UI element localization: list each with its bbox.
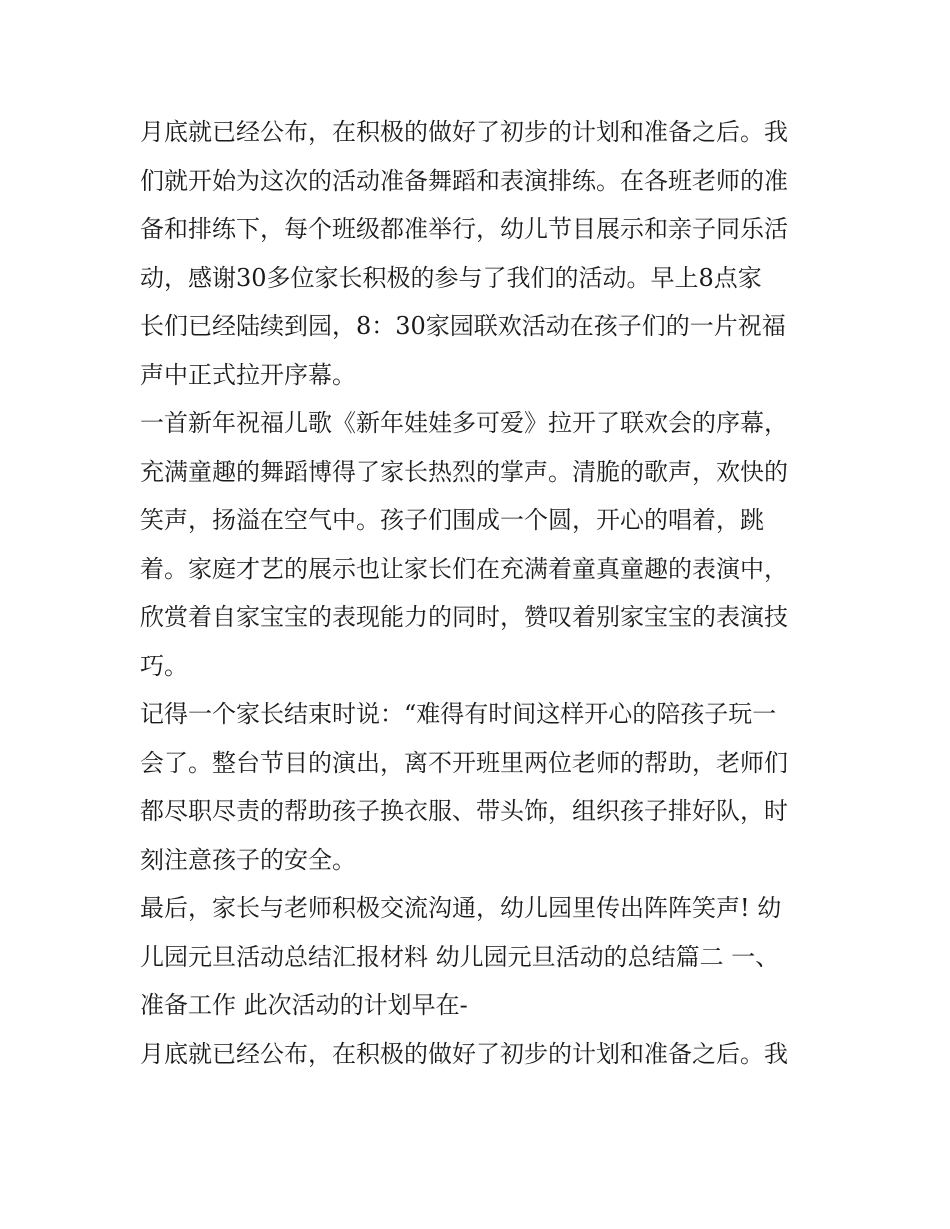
text-line: 准备工作 此次活动的计划早在- [140, 991, 468, 1019]
text-line: 记得一个家长结束时说：“难得有时间这样开心的陪孩子玩一 [140, 700, 777, 728]
text-line: 刻注意孩子的安全。 [140, 845, 356, 874]
text-line: 一首新年祝福儿歌《新年娃娃多可爱》拉开了联欢会的序幕， [140, 409, 788, 437]
text-line: 儿园元旦活动总结汇报材料 幼儿园元旦活动的总结篇二 一、 [140, 942, 780, 971]
text-line: 都尽职尽责的帮助孩子换衣服、带头饰，组织孩子排好队，时 [140, 797, 788, 825]
text-line: 长们已经陆续到园，8：30家园联欢活动在孩子们的一片祝福 [140, 312, 786, 340]
text-line: 动，感谢30多位家长积极的参与了我们的活动。早上8点家 [140, 263, 762, 292]
text-line: 欣赏着自家宝宝的表现能力的同时，赞叹着别家宝宝的表演技 [140, 603, 788, 631]
text-line: 最后，家长与老师积极交流沟通，幼儿园里传出阵阵笑声! 幼 [140, 894, 782, 922]
text-line: 声中正式拉开序幕。 [140, 360, 356, 389]
text-line: 充满童趣的舞蹈博得了家长热烈的掌声。清脆的歌声，欢快的 [140, 457, 788, 486]
text-line: 巧。 [140, 651, 188, 680]
text-line: 备和排练下，每个班级都准举行，幼儿节目展示和亲子同乐活 [140, 215, 788, 243]
document-body [140, 108, 815, 1078]
text-line: 月底就已经公布，在积极的做好了初步的计划和准备之后。我 [140, 1039, 788, 1068]
text-line: 们就开始为这次的活动准备舞蹈和表演排练。在各班老师的准 [140, 166, 788, 195]
text-line: 着。家庭才艺的展示也让家长们在充满着童真童趣的表演中， [140, 554, 788, 583]
text-line: 会了。整台节目的演出，离不开班里两位老师的帮助，老师们 [140, 748, 788, 777]
text-line: 月底就已经公布，在积极的做好了初步的计划和准备之后。我 [140, 118, 788, 146]
text-line: 笑声，扬溢在空气中。孩子们围成一个圆，开心的唱着，跳 [140, 506, 764, 534]
